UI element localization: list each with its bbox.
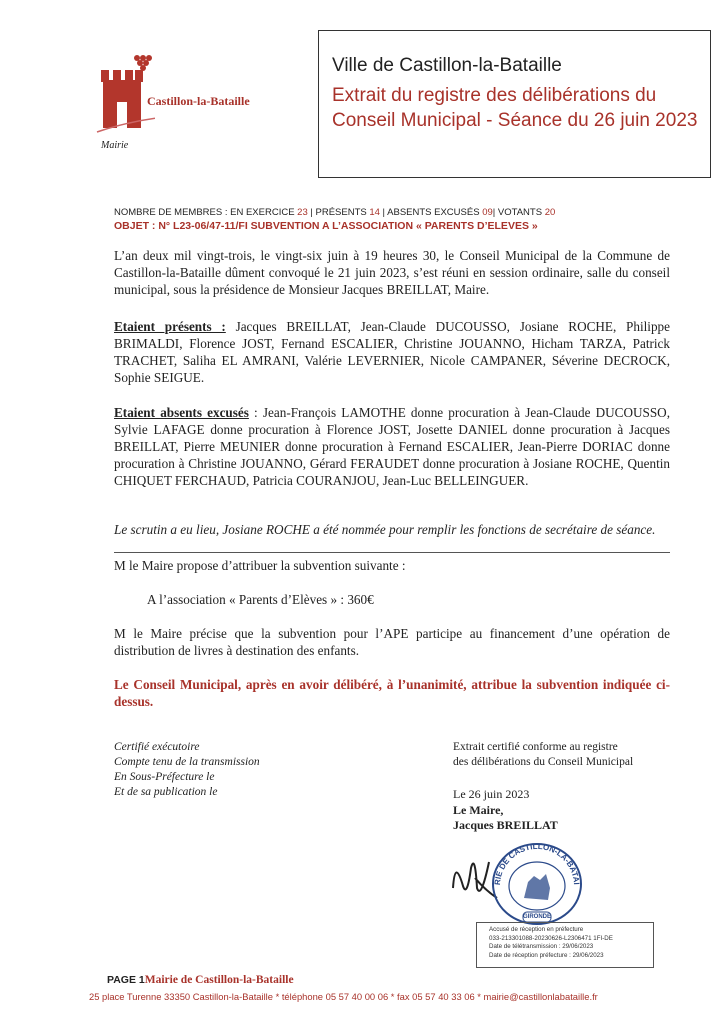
extrait-line: des délibérations du Conseil Municipal: [453, 756, 634, 768]
presents-text: Jacques BREILLAT, Jean-Claude DUCOUSSO, Josiane ROCHE, Philippe BRIMALDI, Florence JOST, Fernand ESCALIER, Christine JOUANNO, Hicham TARZA, Patrick TRACHET, Saliha EL AMRANI, Valérie LEVERNIER, Nicole CAMPANER, Séverine DECROCK, Sophie SEIGUE.: [114, 319, 670, 385]
decision-paragraph: Le Conseil Municipal, après en avoir délibéré, à l’unanimité, attribue la subvention indiquée ci-dessus.: [114, 677, 670, 709]
extrait-block: [453, 740, 633, 770]
stamp-bottom-text: GIRONDE: [523, 914, 552, 920]
certifie-line: Et de sa publication le: [114, 786, 218, 798]
title-city: Ville de Castillon-la-Bataille: [332, 55, 562, 76]
presents-paragraph: [114, 318, 670, 386]
certifie-block: [114, 740, 260, 800]
members-absents: 09: [482, 207, 493, 218]
extrait-line: Extrait certifié conforme au registre: [453, 741, 618, 753]
members-absents-label: | ABSENTS EXCUSÉS: [379, 207, 483, 218]
scrutin-paragraph: Le scrutin a eu lieu, Josiane ROCHE a été nommée pour remplir les fonctions de secrétaire de séance.: [114, 522, 656, 537]
accuse-line: Date de réception préfecture : 29/06/2023: [489, 951, 604, 959]
logo: [95, 52, 295, 162]
absents-heading: Etaient absents excusés: [114, 405, 249, 420]
subvention-line: A l’association « Parents d’Elèves » : 360€: [147, 592, 374, 607]
precise-paragraph: M le Maire précise que la subvention pour l’APE participe au financement d’une opération de distribution de livres à destination des enfants.: [114, 626, 670, 658]
certifie-line: Compte tenu de la transmission: [114, 756, 260, 768]
certifie-line: Certifié exécutoire: [114, 741, 200, 753]
logo-subtext: Mairie: [101, 140, 129, 151]
members-presents-label: | PRÉSENTS: [307, 207, 370, 218]
footer-address: 25 place Turenne 33350 Castillon-la-Bataille * téléphone 05 57 40 00 06 * fax 05 57 40 33 06 * mairie@castillonlabataille.fr: [89, 991, 598, 1002]
maire-name: Jacques BREILLAT: [453, 818, 558, 832]
accuse-box: [476, 922, 654, 968]
divider: [114, 552, 670, 553]
absents-paragraph: [114, 404, 670, 489]
maire-title: Le Maire,: [453, 803, 504, 817]
logo-text: Castillon-la-Bataille: [147, 94, 250, 108]
accuse-line: 033-213301088-20230626-L2306471 1FI-DE: [489, 934, 613, 942]
objet-line: OBJET : N° L23-06/47-11/FI SUBVENTION A L’ASSOCIATION « PARENTS D’ELEVES »: [114, 220, 538, 232]
members-votants-label: | VOTANTS: [492, 207, 545, 218]
members-votants: 20: [544, 207, 556, 218]
presents-heading: Etaient présents :: [114, 319, 226, 334]
page-number: PAGE 1: [107, 974, 145, 986]
signature-date: Le 26 juin 2023: [453, 787, 530, 801]
members-line: [114, 207, 555, 218]
certifie-line: En Sous-Préfecture le: [114, 771, 215, 783]
absents-text: : Jean-François LAMOTHE donne procuration à Jean-Claude DUCOUSSO, Sylvie LAFAGE donne procuration à Florence JOST, Josette DANIEL donne procuration à Jacques BREILLAT, Pierre MEUNIER donne procuration à Fernand ESCALIER, Jean-Pierre DORIAC donne procuration à Christine JOUANNO, Gérard FERAUDET donne procuration à Josiane ROCHE, Quentin CHIQUET FERCHAUD, Patricia COURANJOU, Jean-Luc BELLEINGUER.: [114, 405, 670, 488]
castle-logo-icon: [95, 52, 155, 134]
intro-paragraph: L’an deux mil vingt-trois, le vingt-six juin à 19 heures 30, le Conseil Municipal de la Commune de Castillon-la-Bataille dûment convoqué le 21 juin 2023, s’est réuni en session ordinaire, salle du conseil municipal, sous la présidence de Monsieur Jacques BREILLAT, Maire.: [114, 248, 670, 297]
members-presents: 14: [369, 207, 380, 218]
accuse-line: Date de télétransmission : 29/06/2023: [489, 943, 594, 950]
accuse-line: Accusé de réception en préfecture: [489, 926, 584, 933]
footer-mairie: Mairie de Castillon-la-Bataille: [144, 974, 294, 986]
title-registre: Extrait du registre des délibérations du Conseil Municipal - Séance du 26 juin 2023: [332, 85, 698, 131]
propose-line: M le Maire propose d’attribuer la subvention suivante :: [114, 558, 406, 573]
title-box: [318, 30, 711, 178]
members-en-exercice: 23: [297, 207, 308, 218]
footer-title: [107, 970, 294, 988]
stamp-top-text: RIE DE CASTILLON-LA-BATAI: [492, 841, 581, 886]
members-label: NOMBRE DE MEMBRES : EN EXERCICE: [114, 207, 298, 218]
mairie-stamp: [488, 838, 586, 926]
